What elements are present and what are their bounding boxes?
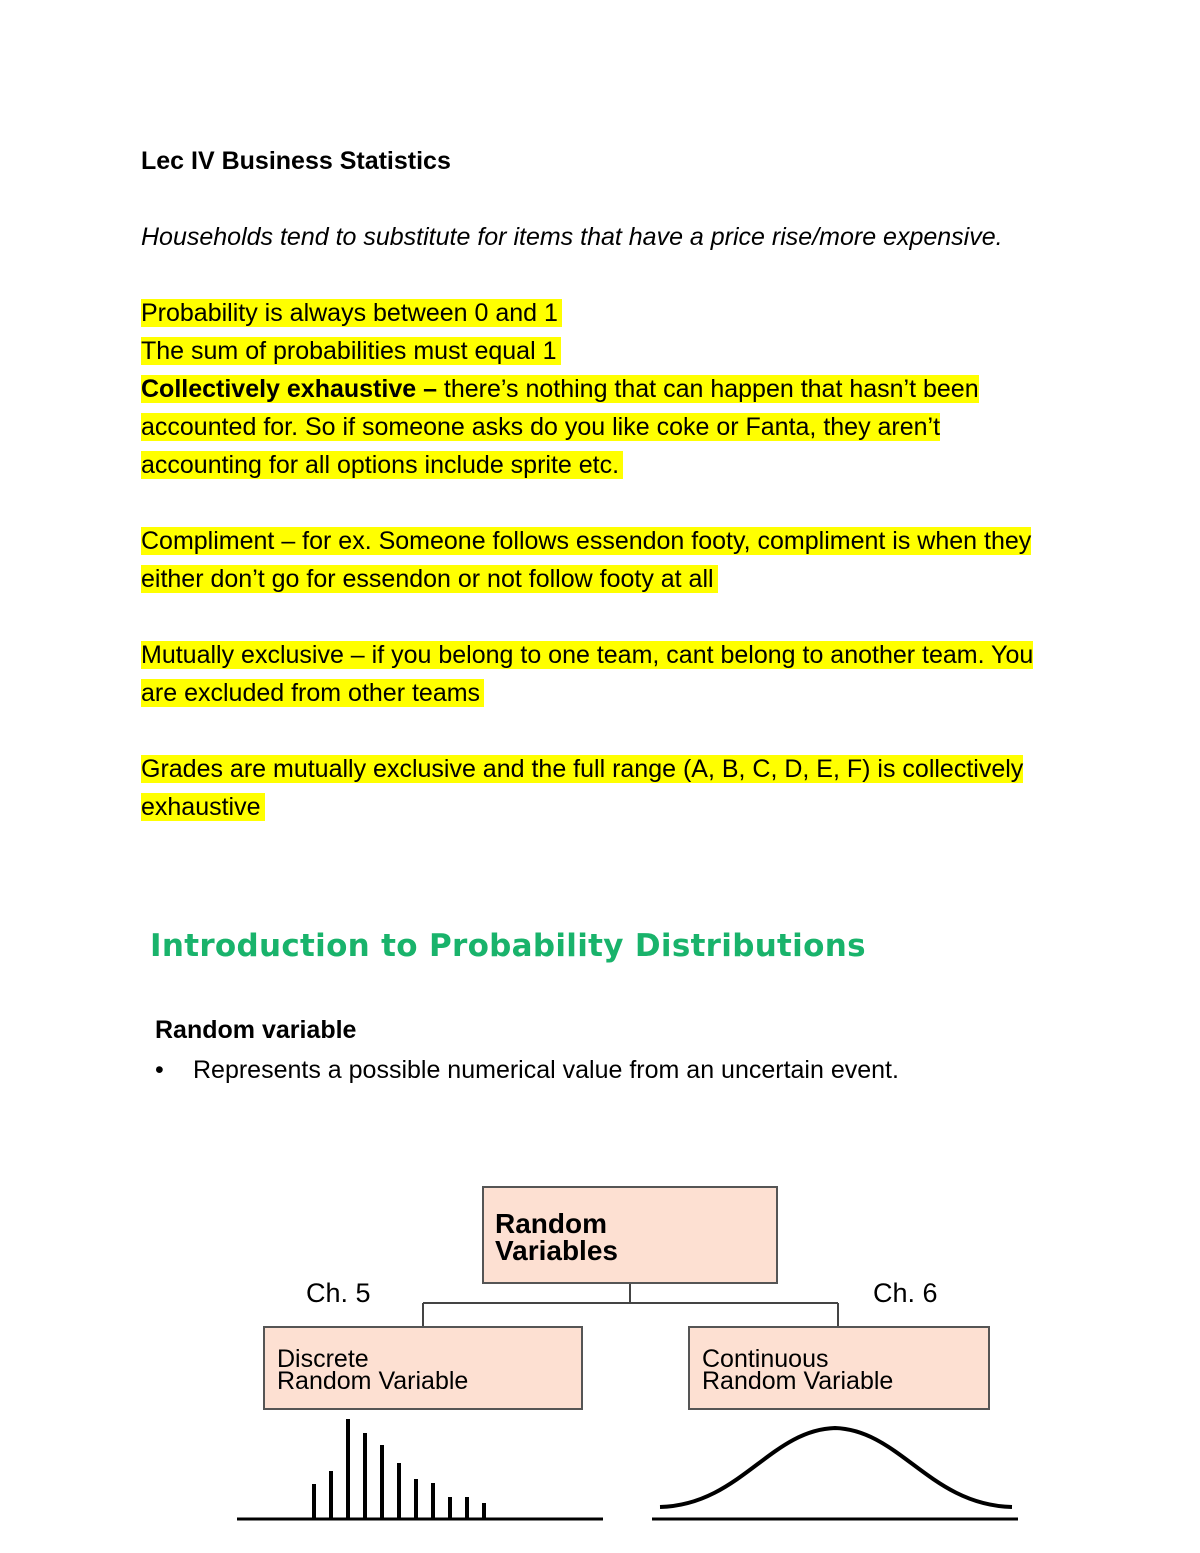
rule-probability-range: Probability is always between 0 and 1 bbox=[141, 299, 562, 327]
normal-curve bbox=[660, 1428, 1012, 1507]
random-variable-definition: Represents a possible numerical value from an uncertain event. bbox=[193, 1056, 899, 1084]
root-label-line2: Variables bbox=[495, 1235, 618, 1266]
mutually-exclusive-text: Mutually exclusive – if you belong to one team, cant belong to another team. You are excluded from other teams bbox=[141, 641, 1034, 707]
continuous-label-line1: Continuous bbox=[702, 1345, 829, 1373]
collectively-exhaustive-text: there’s nothing that can happen that hasn’t been accounted for. So if someone asks do you like coke or Fanta, they aren’t accounting for all options include sprite etc. bbox=[141, 375, 979, 479]
doc-title: Lec IV Business Statistics bbox=[141, 147, 451, 175]
bullet-marker: • bbox=[155, 1056, 164, 1084]
continuous-distribution-chart bbox=[652, 1428, 1018, 1519]
connector-lines bbox=[423, 1284, 838, 1326]
chapter-6-label: Ch. 6 bbox=[873, 1278, 938, 1308]
rule-sum-equal-one: The sum of probabilities must equal 1 bbox=[141, 337, 561, 365]
discrete-label-line1: Discrete bbox=[277, 1345, 369, 1373]
discrete-random-variable-box bbox=[263, 1326, 583, 1410]
compliment-text: Compliment – for ex. Someone follows essendon footy, compliment is when they either don’t go for essendon or not follow footy at all bbox=[141, 527, 1032, 593]
random-variable-heading: Random variable bbox=[155, 1016, 357, 1044]
root-label-line1: Random bbox=[495, 1208, 607, 1239]
grades-text: Grades are mutually exclusive and the full range (A, B, C, D, E, F) is collectively exhaustive bbox=[141, 755, 1024, 821]
slide-title: Introduction to Probability Distributions bbox=[150, 928, 866, 964]
random-variables-box bbox=[482, 1186, 778, 1284]
intro-paragraph: Households tend to substitute for items that have a price rise/more expensive. bbox=[141, 223, 1003, 251]
chapter-5-label: Ch. 5 bbox=[306, 1278, 371, 1308]
continuous-random-variable-box bbox=[688, 1326, 990, 1410]
continuous-label-line2: Random Variable bbox=[702, 1367, 894, 1395]
collectively-exhaustive-term: Collectively exhaustive – bbox=[141, 375, 437, 403]
discrete-distribution-chart bbox=[237, 1419, 603, 1519]
discrete-label-line2: Random Variable bbox=[277, 1367, 469, 1395]
